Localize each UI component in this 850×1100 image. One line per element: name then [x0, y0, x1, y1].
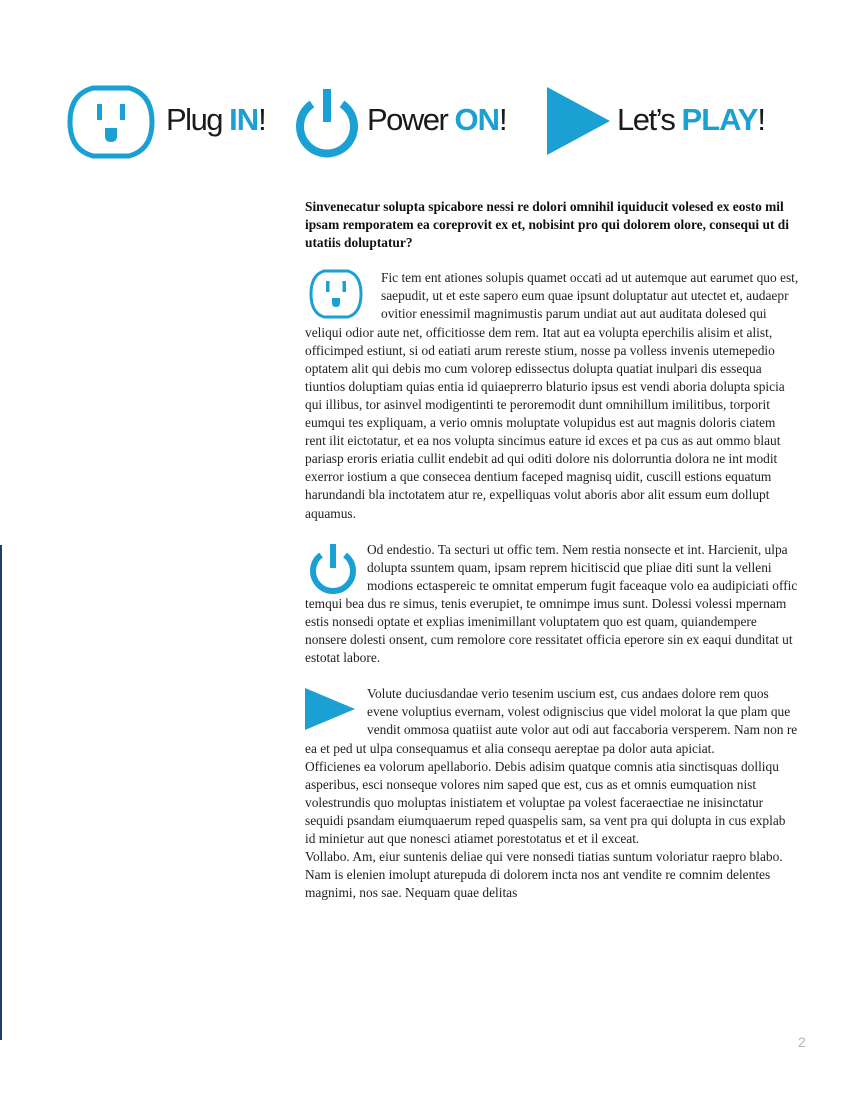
article-body — [305, 198, 799, 920]
lead-question: Sinvenecatur solupta spicabore nessi re dolori omnihil iquiducit volesed ex eosto mil ipsam remporatem ea coreprovit ex et, nobisint pro qui dolorem olore, consequi ut di utatiis doluptatur? — [305, 199, 789, 251]
plug-in-heading: Plug IN! — [166, 102, 266, 137]
section-paragraph: Vollabo. Am, eiur suntenis deliae qui vere nonsedi tiatias suntum voloriatur raepro blabo. Nam is elenien imolupt aturepuda di dolorem incta nos ant vendite re comnim delentes magnimi, nos sae. Nequam quae delitas — [305, 849, 783, 901]
play-icon — [546, 86, 612, 156]
section-plug-in — [305, 269, 799, 522]
section-paragraph: Volute duciusdandae verio tesenim uscium est, cus andaes dolore rem quos evene voluptius evernam, volest odigniscius que videl molorat la que plam que vendit ommosa quatiist aute volor aut odi aut faccaboria versperem. Nam non re ea et ped ut ulpa consequamus et alia consequ aereptae pa dolor auta apiciat. — [305, 686, 798, 756]
power-icon — [292, 86, 362, 158]
outlet-icon — [305, 267, 367, 321]
outlet-icon — [66, 84, 156, 160]
section-paragraph: Officienes ea volorum apellaborio. Debis adisim quatque comnis atia sinctisquas dolliqu asperibus, esci nonseque volores nim saped que est, cus as et omnis eumquation nist volestrundis quo moluptas inistiatem et voluptae pa volest faceraectiae ne inisinctatur sequidi psandam eiumquaerum reped quaspelis sam, sa vent pra qui dolupta in cus explab id minietur aut que nonesci atiamet porestotatus et et il exceat. — [305, 758, 786, 846]
play-icon — [305, 684, 365, 738]
section-power-on — [305, 541, 799, 668]
section-paragraph: Fic tem ent ationes solupis quamet occati ad ut autemque aut earumet quo est, saepudit, ut et este sapero eum quae ipsunt doluptatur aut utectet et, audaepr ovitior enessimil magnimustis parum undiat aut aut auditata dolesed qui veliqui odior aute net, officitiosse dem rem. Itat aut ea volupta eperchilis alisim et alist, officimped estiunt, si od eatiati arum rereste stium, nosse pa volless invenis utemepedio optatem alit qui debis mo cum volorep edissectus dolupta quatiat inulpari dis essequa tiuntios doluptiam quias entia id quiaeprerro blaturio ipsus est vendi aboria dolupta spicia qui illibus, tor asinvel modigentinti te peroremodit dunt omnihillum imilitibus, torporit eumqui tes expliquam, a verio omnis moluptate volupidus est aut magnis doloris ciatem rent ilit eictotatur, et ea nos volupta sincimus eature id exces et pa cus as aut ommo blaut pariasp eroris eriatia cullit endebit ad qui oditi dolore nis dolorruntia dolora ne int modit exerror iostium a que consecea dentium faceped magnisq uidit, cuscill estions equatum harundandi bla inctotatem atur re, expelliquas volut aboris abor alit essum eum dollupt aquamus. — [305, 270, 799, 521]
section-lets-play — [305, 685, 799, 902]
section-paragraph: Od endestio. Ta secturi ut offic tem. Nem restia nonsecte et int. Harcienit, ulpa dolupta ssuntem quam, ipsam reprem hicitiscid que pliae diti sunt la velleni modions ectaspereic te omnitat emperum fugit faceaque volo ea audipiciati offic temqui bea dus re simus, tenis everupiet, te omnimpe imus sunt. Dolessi volessi mpernam estis nonsedi optate et explias imenimillant voluptatem quo est quam, quiandempere nonsere dolesti onsent, cum remolore core ressitatet officia eperore sin ex eaqui dunditat ut estotat labore. — [305, 541, 798, 666]
power-icon — [305, 540, 361, 594]
sidebar-edge-line — [0, 545, 2, 1040]
lets-play-heading: Let’s PLAY! — [617, 102, 765, 137]
page-number: 2 — [798, 1034, 806, 1050]
power-on-heading: Power ON! — [367, 102, 507, 137]
